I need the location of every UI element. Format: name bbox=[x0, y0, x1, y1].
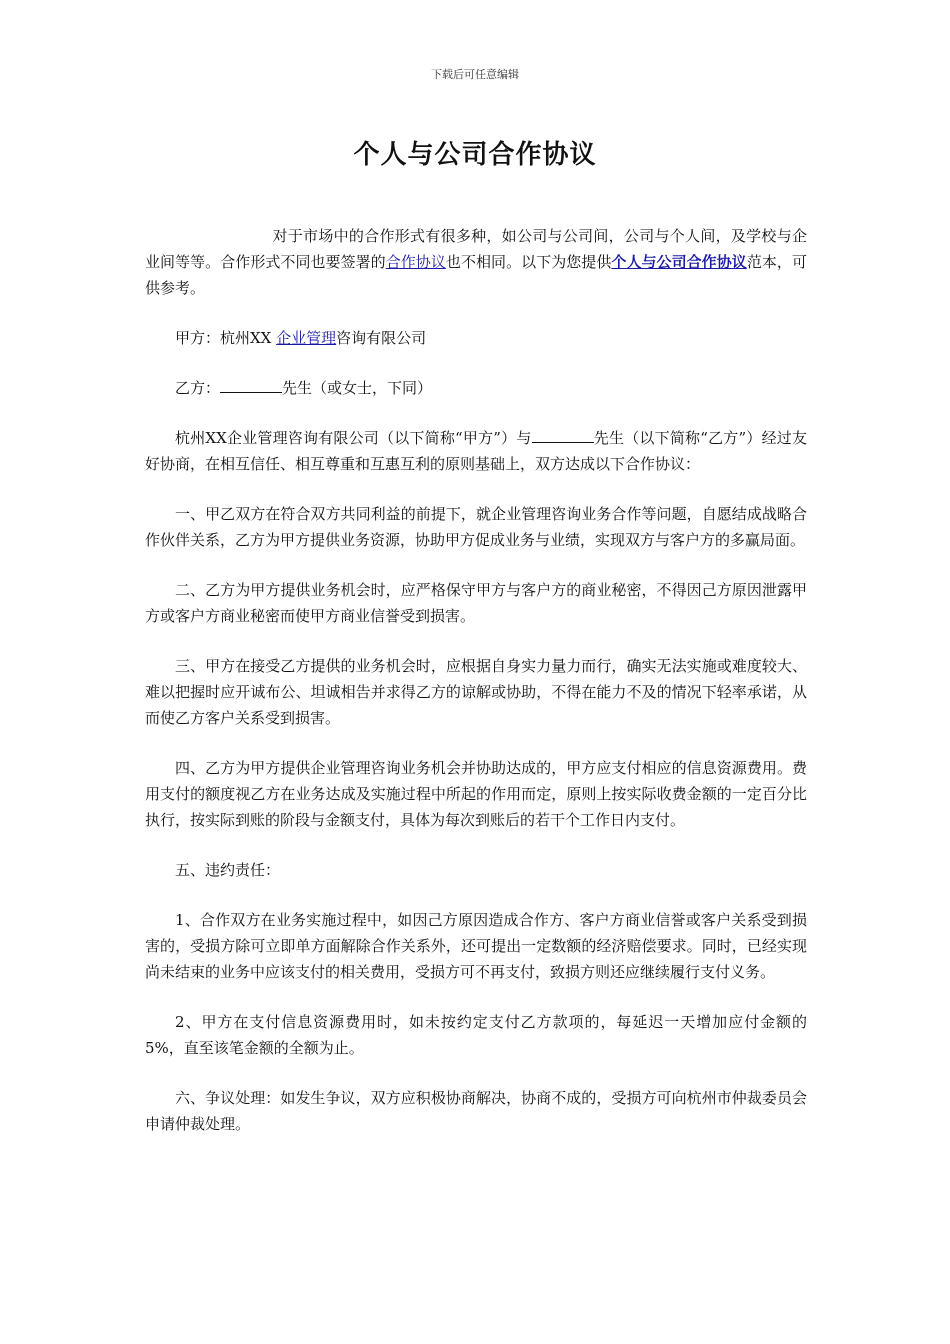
clause-4: 四、乙方为甲方提供企业管理咨询业务机会并协助达成的，甲方应支付相应的信息资源费用。费用支付的额度视乙方在业务达成及实施过程中所起的作用而定，原则上按实际收费金额的一定百分比执行，按实际到账的阶段与金额支付，具体为每次到账后的若干个工作日内支付。 bbox=[145, 759, 807, 829]
party-b-suffix: 先生（或女士，下同） bbox=[282, 379, 433, 397]
document-title: 个人与公司合作协议 bbox=[353, 140, 597, 170]
intro-text-3: 范本，可供参考。 bbox=[145, 253, 807, 297]
link-personal-company-agreement[interactable]: 个人与公司合作协议 bbox=[611, 253, 747, 271]
intro-text-2: 也不相同。以下为您提供 bbox=[445, 253, 612, 271]
party-b-line bbox=[145, 375, 807, 401]
party-a-line bbox=[145, 325, 807, 351]
clause-5-heading: 五、违约责任： bbox=[175, 861, 281, 879]
clause-5-item-1: 1、合作双方在业务实施过程中，如因己方原因造成合作方、客户方商业信誉或客户关系受到损害的，受损方除可立即单方面解除合作关系外，还可提出一定数额的经济赔偿要求。同时，已经实现尚未结束的业务中应该支付的相关费用，受损方可不再支付，致损方则还应继续履行支付义务。 bbox=[145, 911, 807, 981]
header-note: 下载后可任意编辑 bbox=[431, 68, 519, 81]
intro-text-1: 对于市场中的合作形式有很多种，如公司与公司间，公司与个人间，及学校与企业间等等。合作形式不同也要签署的 bbox=[145, 227, 807, 271]
name-blank-line bbox=[532, 428, 594, 443]
party-a-prefix: 甲方：杭州XX bbox=[175, 329, 277, 347]
preamble-paragraph bbox=[145, 425, 807, 477]
clause-3: 三、甲方在接受乙方提供的业务机会时，应根据自身实力量力而行，确实无法实施或难度较大、难以把握时应开诚布公、坦诚相告并求得乙方的谅解或协助，不得在能力不及的情况下轻率承诺，从而使乙方客户关系受到损害。 bbox=[145, 657, 807, 727]
preamble-text-2: 先生（以下简称“乙方”）经过友好协商，在相互信任、相互尊重和互惠互利的原则基础上，双方达成以下合作协议： bbox=[145, 429, 807, 473]
clause-5-item-2: 2、甲方在支付信息资源费用时，如未按约定支付乙方款项的，每延迟一天增加应付金额的5%，直至该笔金额的全额为止。 bbox=[145, 1013, 807, 1057]
clause-6: 六、争议处理：如发生争议，双方应积极协商解决，协商不成的，受损方可向杭州市仲裁委员会申请仲裁处理。 bbox=[145, 1089, 807, 1133]
document-body bbox=[145, 223, 807, 1161]
party-a-suffix: 咨询有限公司 bbox=[336, 329, 427, 347]
preamble-text-1: 杭州XX企业管理咨询有限公司（以下简称“甲方”）与 bbox=[175, 429, 532, 447]
clause-2: 二、乙方为甲方提供业务机会时，应严格保守甲方与客户方的商业秘密，不得因己方原因泄露甲方或客户方商业秘密而使甲方商业信誉受到损害。 bbox=[145, 581, 807, 625]
party-b-prefix: 乙方： bbox=[175, 379, 221, 397]
clause-1: 一、甲乙双方在符合双方共同利益的前提下，就企业管理咨询业务合作等问题，自愿结成战略合作伙伴关系，乙方为甲方提供业务资源，协助甲方促成业务与业绩，实现双方与客户方的多赢局面。 bbox=[145, 505, 807, 549]
link-enterprise-management[interactable]: 企业管理 bbox=[276, 329, 337, 347]
link-cooperation-agreement[interactable]: 合作协议 bbox=[385, 253, 446, 271]
intro-paragraph bbox=[145, 223, 807, 301]
name-blank-line bbox=[220, 378, 282, 393]
